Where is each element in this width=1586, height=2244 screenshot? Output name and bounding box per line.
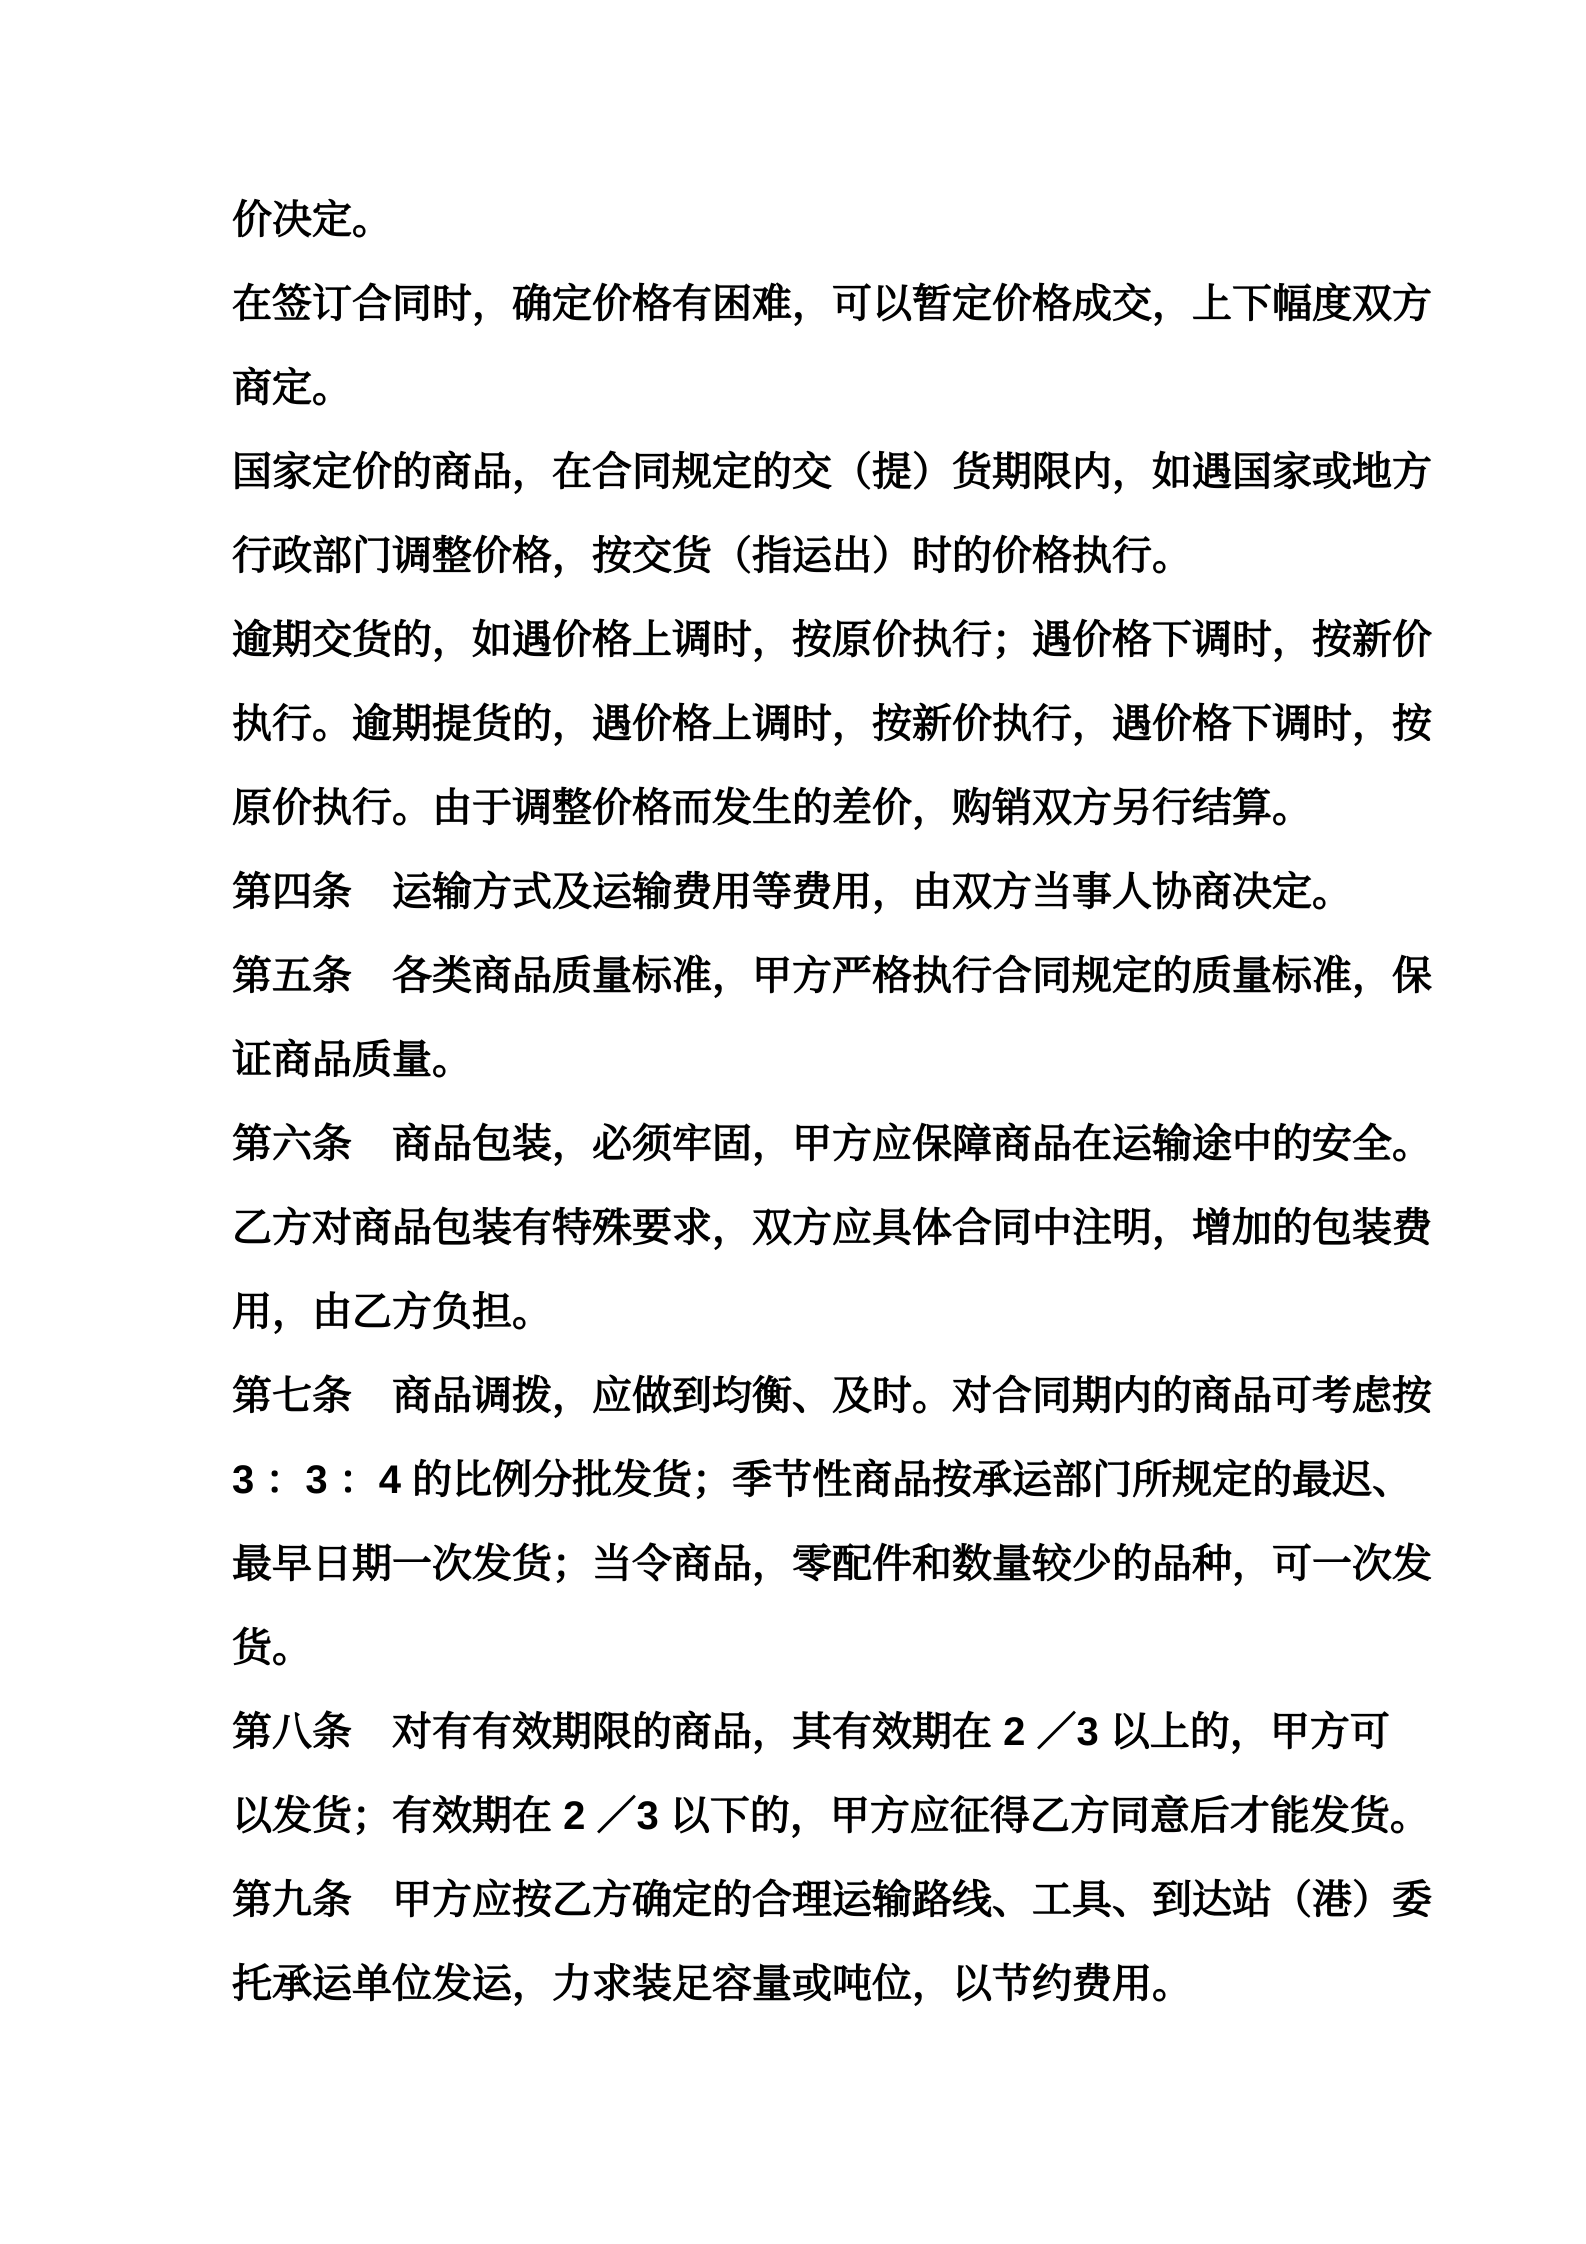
text-line-clause-8: 第八条 对有有效期限的商品，其有效期在 2 ／3 以上的，甲方可 (232, 1710, 1390, 1754)
text-line: 原价执行。由于调整价格而发生的差价，购销双方另行结算。 (232, 786, 1312, 830)
text-line: 逾期交货的，如遇价格上调时，按原价执行；遇价格下调时，按新价 (232, 618, 1432, 662)
text-line: 在签订合同时，确定价格有困难，可以暂定价格成交，上下幅度双方 (232, 282, 1432, 326)
text-line: 价决定。 (232, 198, 392, 242)
text-line: 托承运单位发运，力求装足容量或吨位，以节约费用。 (232, 1962, 1192, 2006)
text-line: 3 ：3 ：4 的比例分批发货；季节性商品按承运部门所规定的最迟、 (232, 1458, 1413, 1502)
text-line: 用，由乙方负担。 (232, 1290, 552, 1334)
text-line: 乙方对商品包装有特殊要求，双方应具体合同中注明，增加的包装费 (232, 1206, 1432, 1250)
text-line: 行政部门调整价格，按交货（指运出）时的价格执行。 (232, 534, 1192, 578)
text-line: 货。 (232, 1626, 312, 1670)
text-line: 执行。逾期提货的，遇价格上调时，按新价执行，遇价格下调时，按 (232, 702, 1432, 746)
text-line-clause-9: 第九条 甲方应按乙方确定的合理运输路线、工具、到达站（港）委 (232, 1878, 1432, 1922)
text-line-clause-5: 第五条 各类商品质量标准，甲方严格执行合同规定的质量标准，保 (232, 954, 1432, 998)
text-line-clause-7: 第七条 商品调拨，应做到均衡、及时。对合同期内的商品可考虑按 (232, 1374, 1432, 1418)
text-line: 证商品质量。 (232, 1038, 472, 1082)
text-line: 以发货；有效期在 2 ／3 以下的，甲方应征得乙方同意后才能发货。 (232, 1794, 1430, 1838)
text-line: 国家定价的商品，在合同规定的交（提）货期限内，如遇国家或地方 (232, 450, 1432, 494)
text-line: 商定。 (232, 366, 352, 410)
contract-text-block (232, 178, 1437, 2026)
text-line-clause-6: 第六条 商品包装，必须牢固，甲方应保障商品在运输途中的安全。 (232, 1122, 1432, 1166)
text-line-clause-4: 第四条 运输方式及运输费用等费用，由双方当事人协商决定。 (232, 870, 1352, 914)
text-line: 最早日期一次发货；当令商品，零配件和数量较少的品种，可一次发 (232, 1542, 1432, 1586)
